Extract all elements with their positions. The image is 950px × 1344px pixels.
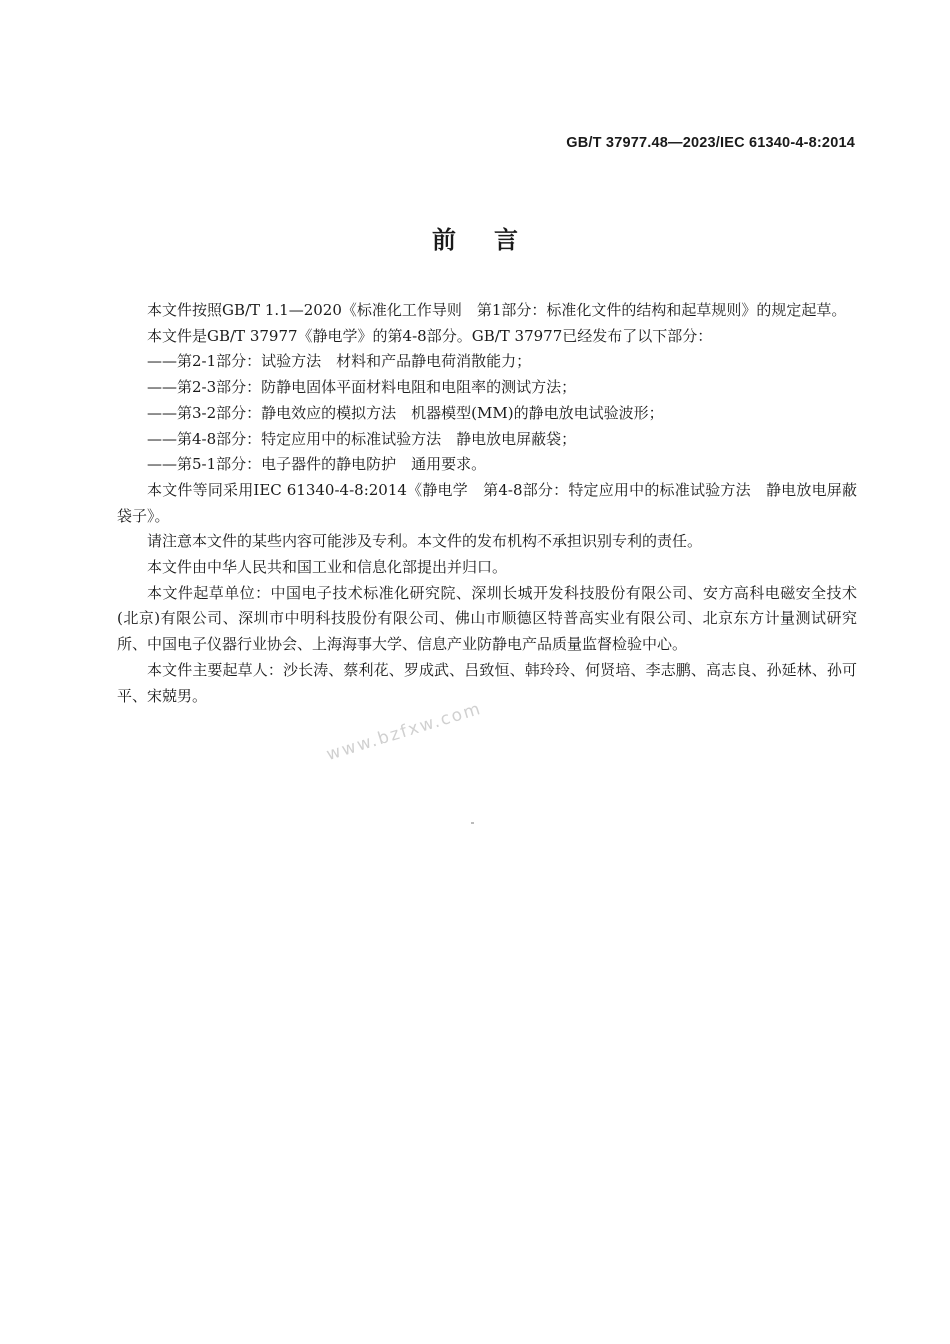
scan-speck <box>471 822 474 824</box>
watermark-text: www.bzfxw.com <box>324 698 485 765</box>
paragraph-patent-notice: 请注意本文件的某些内容可能涉及专利。本文件的发布机构不承担识别专利的责任。 <box>147 532 703 551</box>
document-body <box>117 298 873 709</box>
list-item: ——第2-1部分：试验方法 材料和产品静电荷消散能力； <box>147 352 532 371</box>
standard-number: GB/T 37977.48—2023/IEC 61340-4-8:2014 <box>566 135 855 151</box>
paragraph-proposer: 本文件由中华人民共和国工业和信息化部提出并归口。 <box>147 558 508 577</box>
paragraph-equivalence: 本文件等同采用IEC 61340-4-8:2014《静电学 第4-8部分：特定应用中的标准试验方法 静电放电屏蔽 袋子》。 <box>117 480 873 525</box>
paragraph-drafting-units: 本文件起草单位：中国电子技术标准化研究院、深圳长城开发科技股份有限公司、安方高科电磁安全技术(北京)有限公司、深圳市中明科技股份有限公司、佛山市顺德区特普高实业有限公司、北京东方计量测试研究所、中国电子仪器行业协会、上海海事大学、信息产业防静电产品质量监督检验中心。 <box>117 583 857 654</box>
paragraph-drafters: 本文件主要起草人：沙长涛、蔡利花、罗成武、吕致恒、韩玲玲、何贤培、李志鹏、高志良、孙延林、孙可平、宋兢男。 <box>117 660 857 705</box>
list-item: ——第3-2部分：静电效应的模拟方法 机器模型(MM)的静电放电试验波形； <box>147 403 664 422</box>
paragraph-drafting-rules: 本文件按照GB/T 1.1—2020《标准化工作导则 第1部分：标准化文件的结构和起草规则》的规定起草。 <box>147 301 847 319</box>
list-item: ——第2-3部分：防静电固体平面材料电阻和电阻率的测试方法； <box>147 378 577 397</box>
list-item: ——第5-1部分：电子器件的静电防护 通用要求。 <box>147 455 487 474</box>
list-item: ——第4-8部分：特定应用中的标准试验方法 静电放电屏蔽袋； <box>147 429 577 448</box>
page-title: 前言 <box>432 226 556 254</box>
paragraph-series-parts: 本文件是GB/T 37977《静电学》的第4-8部分。GB/T 37977已经发布了以下部分： <box>147 326 713 345</box>
